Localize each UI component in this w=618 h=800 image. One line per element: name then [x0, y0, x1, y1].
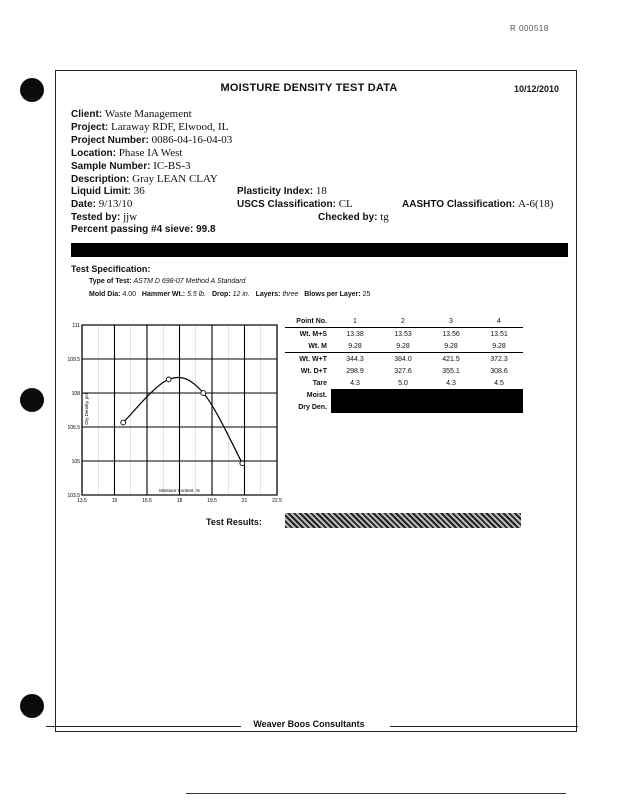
- data-point: [240, 461, 245, 466]
- row-label: Wt. D+T: [300, 367, 327, 375]
- test-date-line: [71, 198, 132, 211]
- test-results-redacted: [285, 513, 521, 528]
- liquid-limit-label: Liquid Limit:: [71, 186, 131, 197]
- page-bottom-rule: [186, 793, 566, 794]
- x-tick-label: 21: [241, 498, 248, 504]
- y-tick-label: 106.5: [67, 425, 80, 431]
- table-cell: 13.38: [346, 330, 364, 338]
- x-tick-label: 16.5: [142, 498, 152, 504]
- compaction-curve: [123, 377, 242, 463]
- location-value: Phase IA West: [118, 147, 183, 159]
- percent-passing-line: [71, 224, 216, 236]
- table-cell: 9.28: [348, 342, 362, 350]
- test-date-value: 9/13/10: [98, 198, 133, 210]
- project-number-label: Project Number:: [71, 135, 149, 146]
- test-type-value: ASTM D 698-07 Method A Standard: [133, 278, 246, 285]
- sample-number-label: Sample Number:: [71, 161, 151, 172]
- test-type-line: [89, 278, 245, 285]
- table-cell: 344.3: [346, 355, 364, 363]
- row-label: Wt. M: [308, 342, 327, 350]
- table-cell: 421.5: [442, 355, 460, 363]
- table-row: [285, 353, 523, 366]
- project-label: Project:: [71, 122, 109, 133]
- layers-label: Layers:: [255, 291, 281, 298]
- sample-number-line: [71, 160, 191, 173]
- blows-value: 25: [362, 291, 371, 298]
- table-cell: 372.3: [490, 355, 508, 363]
- percent-passing-value: 99.8: [196, 224, 216, 235]
- y-tick-label: 109.5: [67, 357, 80, 363]
- table-row: [285, 377, 523, 389]
- percent-passing-label: Percent passing #4 sieve:: [71, 224, 194, 235]
- checked-by-label: Checked by:: [318, 212, 378, 223]
- mold-parameters-line: [89, 291, 370, 298]
- y-axis-label: Dry Density, pcf: [84, 393, 89, 425]
- table-row-redacted: [285, 389, 523, 401]
- test-type-label: Type of Test:: [89, 278, 132, 285]
- plasticity-index-label: Plasticity Index:: [237, 186, 314, 197]
- uscs-label: USCS Classification:: [237, 199, 336, 210]
- test-results-label: Test Results:: [206, 517, 262, 527]
- redaction-bar: [71, 243, 568, 257]
- table-cell: 4.3: [446, 379, 456, 387]
- y-tick-label: 108: [71, 391, 80, 397]
- point-header: 4: [497, 317, 501, 325]
- table-cell: 384.0: [394, 355, 412, 363]
- redacted-cell: [331, 389, 523, 401]
- client-label: Client:: [71, 109, 103, 120]
- row-label: Moist.: [306, 391, 327, 399]
- table-cell: 308.6: [490, 367, 508, 375]
- table-cell: 9.28: [492, 342, 506, 350]
- sample-number-value: IC-BS-3: [153, 160, 191, 172]
- x-axis-label: Moisture Content, %: [159, 488, 200, 493]
- aashto-value: A-6(18): [517, 198, 554, 210]
- hammer-label: Hammer Wt.:: [141, 291, 186, 298]
- checked-by-line: [318, 211, 389, 224]
- table-cell: 327.6: [394, 367, 412, 375]
- row-label: Wt. M+S: [299, 330, 327, 338]
- compaction-curve-chart: [62, 317, 282, 512]
- report-title: MOISTURE DENSITY TEST DATA: [220, 82, 398, 94]
- hammer-value: 5.5 lb.: [187, 291, 207, 298]
- mold-value: 4.00: [122, 291, 137, 298]
- plasticity-index-line: [237, 185, 327, 198]
- punch-hole: [20, 694, 44, 718]
- x-tick-label: 18: [176, 498, 183, 504]
- y-tick-label: 105: [71, 459, 80, 465]
- point-header: 1: [353, 317, 357, 325]
- plasticity-index-value: 18: [315, 185, 327, 197]
- document-stamp: R 000518: [510, 24, 549, 33]
- tested-by-label: Tested by:: [71, 212, 121, 223]
- test-specification-heading: Test Specification:: [71, 264, 151, 274]
- row-label: Wt. W+T: [299, 355, 327, 363]
- table-cell: 355.1: [442, 367, 460, 375]
- table-cell: 9.28: [444, 342, 458, 350]
- liquid-limit-value: 36: [133, 185, 145, 197]
- table-cell: 4.5: [494, 379, 504, 387]
- table-header-row: [285, 315, 523, 328]
- table-row-redacted: [285, 401, 523, 413]
- x-tick-label: 22.5: [272, 498, 282, 504]
- uscs-value: CL: [338, 198, 353, 210]
- data-point: [201, 391, 206, 396]
- table-row: [285, 340, 523, 353]
- uscs-line: [237, 198, 353, 211]
- mold-label: Mold Dia:: [89, 291, 121, 298]
- data-point: [166, 377, 171, 382]
- table-cell: 9.28: [396, 342, 410, 350]
- x-tick-label: 19.5: [207, 498, 217, 504]
- punch-hole: [20, 388, 44, 412]
- test-date-label: Date:: [71, 199, 97, 210]
- drop-label: Drop:: [211, 291, 231, 298]
- layers-value: three: [282, 291, 299, 298]
- aashto-line: [402, 198, 553, 211]
- checked-by-value: tg: [380, 211, 389, 223]
- location-line: [71, 147, 182, 160]
- client-line: [71, 108, 192, 121]
- report-date: 10/12/2010: [514, 84, 560, 94]
- project-line: [71, 121, 228, 134]
- x-tick-label: 15: [111, 498, 118, 504]
- y-tick-label: 103.5: [67, 493, 80, 499]
- blows-label: Blows per Layer:: [304, 291, 361, 298]
- table-cell: 13.53: [394, 330, 412, 338]
- location-label: Location:: [71, 148, 116, 159]
- tested-by-value: jjw: [123, 211, 138, 223]
- point-header: 2: [401, 317, 405, 325]
- redacted-cell: [331, 401, 523, 413]
- description-label: Description:: [71, 174, 130, 185]
- data-point: [121, 420, 126, 425]
- test-points-table: [285, 315, 523, 413]
- table-cell: 13.56: [442, 330, 460, 338]
- table-cell: 5.0: [398, 379, 408, 387]
- table-cell: 298.9: [346, 367, 364, 375]
- client-value: Waste Management: [104, 108, 192, 120]
- tested-by-line: [71, 211, 137, 224]
- x-tick-label: 13.5: [77, 498, 87, 504]
- table-row: [285, 328, 523, 341]
- liquid-limit-line: [71, 185, 145, 198]
- project-number-line: [71, 134, 232, 147]
- project-number-value: 0086-04-16-04-03: [151, 134, 233, 146]
- point-header: 3: [449, 317, 453, 325]
- table-cell: 13.51: [490, 330, 508, 338]
- aashto-label: AASHTO Classification:: [402, 199, 516, 210]
- table-row: [285, 365, 523, 377]
- table-cell: 4.3: [350, 379, 360, 387]
- project-value: Laraway RDF, Elwood, IL: [111, 121, 229, 133]
- y-tick-label: 111: [72, 323, 80, 329]
- description-value: Gray LEAN CLAY: [132, 173, 218, 185]
- drop-value: 12 in.: [232, 291, 250, 298]
- row-label: Dry Den.: [298, 403, 327, 411]
- row-label: Tare: [312, 379, 327, 387]
- company-name: Weaver Boos Consultants: [253, 719, 365, 729]
- point-no-header: Point No.: [296, 317, 327, 325]
